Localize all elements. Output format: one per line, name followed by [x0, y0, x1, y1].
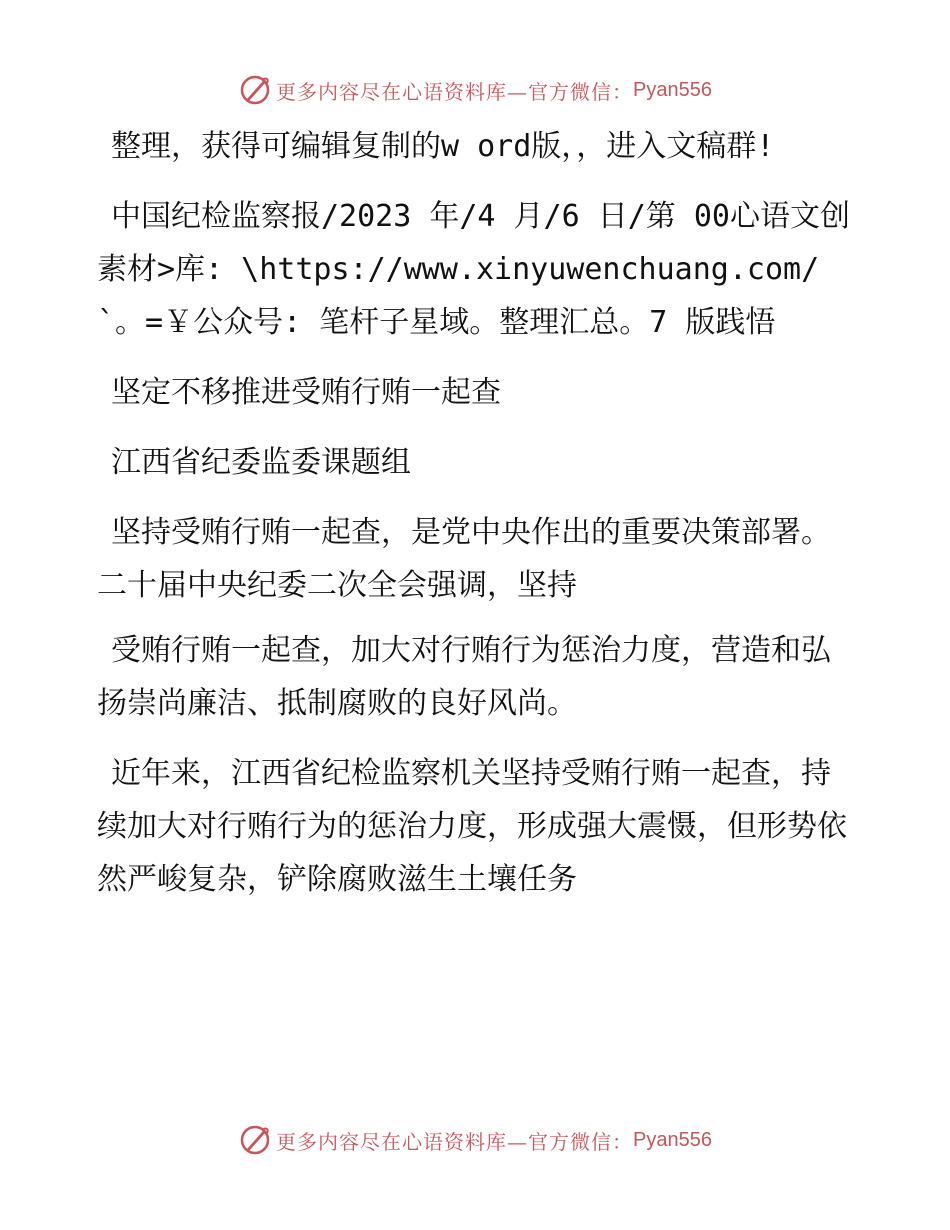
- paragraph-2: 中国纪检监察报/2023 年/4 月/6 日/第 00心语文创素材>库: \https://www.xinyuwenchuang.com/`。=￥公众号: 笔杆子星域。整理汇总。7 版践悟: [97, 199, 850, 340]
- article-title: 坚定不移推进受贿行贿一起查: [111, 375, 501, 410]
- paragraph-1: 整理，获得可编辑复制的w ord版，，进入文稿群!: [111, 129, 775, 164]
- banner-wechat-id: Pyan556: [633, 1128, 712, 1151]
- paragraph-5: 坚持受贿行贿一起查，是党中央作出的重要决策部署。二十届中央纪委二次全会强调，坚持: [97, 515, 831, 603]
- quill-logo-icon: [238, 1123, 272, 1157]
- quill-logo-icon: [238, 73, 272, 107]
- document-body: [97, 120, 857, 923]
- header-banner: [0, 70, 950, 110]
- paragraph-6: 受贿行贿一起查，加大对行贿行为惩治力度，营造和弘扬崇尚廉洁、抵制腐败的良好风尚。: [97, 633, 831, 721]
- footer-banner: [0, 1120, 950, 1160]
- banner-text: 更多内容尽在心语资料库—官方微信：: [276, 79, 634, 104]
- paragraph-7: 近年来，江西省纪检监察机关坚持受贿行贿一起查，持续加大对行贿行为的惩治力度，形成强大震慑，但形势依然严峻复杂，铲除腐败滋生土壤任务: [97, 756, 847, 897]
- banner-text: 更多内容尽在心语资料库—官方微信：: [276, 1129, 634, 1154]
- banner-wechat-id: Pyan556: [633, 78, 712, 101]
- article-author: 江西省纪委监委课题组: [111, 445, 411, 480]
